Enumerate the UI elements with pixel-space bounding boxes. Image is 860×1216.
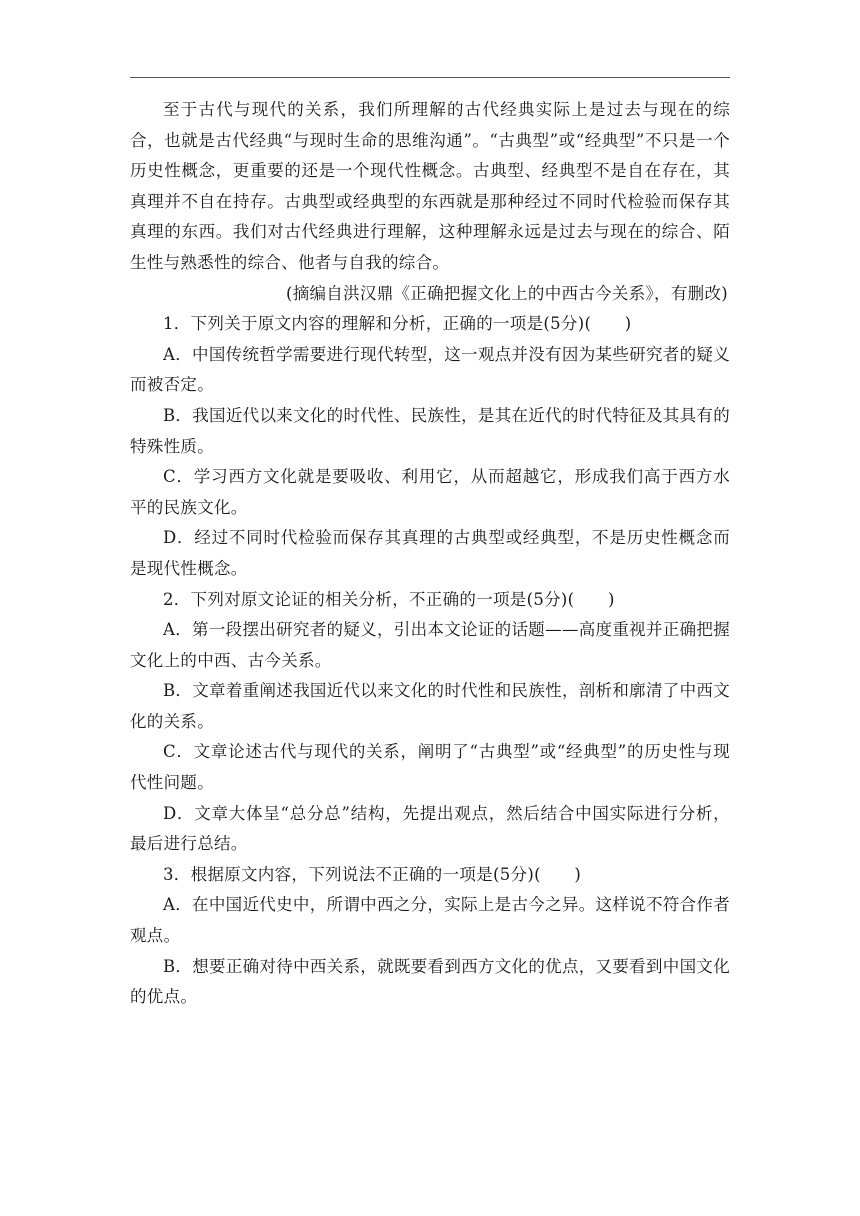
header-rule bbox=[130, 77, 730, 78]
question-1-option-d: D．经过不同时代检验而保存其真理的古典型或经典型，不是历史性概念而是现代性概念。 bbox=[130, 528, 730, 578]
passage-source: (摘编自洪汉鼎《正确把握文化上的中西古今关系》，有删改) bbox=[285, 283, 728, 303]
question-1-stem: 1．下列关于原文内容的理解和分析，正确的一项是(5分)( ) bbox=[163, 314, 632, 334]
question-2-option-b: B．文章着重阐述我国近代以来文化的时代性和民族性，剖析和廓清了中西文化的关系。 bbox=[130, 681, 730, 731]
question-3-option-a: A．在中国近代史中，所谓中西之分，实际上是古今之异。这样说不符合作者观点。 bbox=[130, 895, 730, 946]
question-3-option-b: B．想要正确对待中西关系，就既要看到西方文化的优点，又要看到中国文化的优点。 bbox=[130, 956, 730, 1007]
question-2-option-a: A．第一段摆出研究者的疑义，引出本文论证的话题——高度重视并正确把握文化上的中西、古今关系。 bbox=[130, 620, 730, 670]
question-2-option-c: C．文章论述古代与现代的关系，阐明了“古典型”或“经典型”的历史性与现代性问题。 bbox=[130, 742, 730, 793]
question-3-stem: 3．根据原文内容，下列说法不正确的一项是(5分)( ) bbox=[163, 864, 582, 884]
question-2-stem: 2．下列对原文论证的相关分析，不正确的一项是(5分)( ) bbox=[163, 589, 615, 609]
passage-paragraph: 至于古代与现代的关系，我们所理解的古代经典实际上是过去与现在的综合，也就是古代经典“与现时生命的思维沟通”。“古典型”或“经典型”不只是一个历史性概念，更重要的还是一个现代性概念。古典型、经典型不是自在存在，其真理并不自在持存。古典型或经典型的东西就是那种经过不同时代检验而保存其真理的东西。我们对古代经典进行理解，这种理解永远是过去与现在的综合、陌生性与熟悉性的综合、他者与自我的综合。 bbox=[130, 100, 730, 272]
question-1-option-a: A．中国传统哲学需要进行现代转型，这一观点并没有因为某些研究者的疑义而被否定。 bbox=[130, 344, 730, 395]
question-1-option-b: B．我国近代以来文化的时代性、民族性，是其在近代的时代特征及其具有的特殊性质。 bbox=[130, 405, 730, 456]
question-1-option-c: C．学习西方文化就是要吸收、利用它，从而超越它，形成我们高于西方水平的民族文化。 bbox=[130, 467, 730, 517]
document-body bbox=[130, 95, 730, 1013]
question-2-option-d: D．文章大体呈“总分总”结构，先提出观点，然后结合中国实际进行分析，最后进行总结。 bbox=[130, 803, 730, 854]
